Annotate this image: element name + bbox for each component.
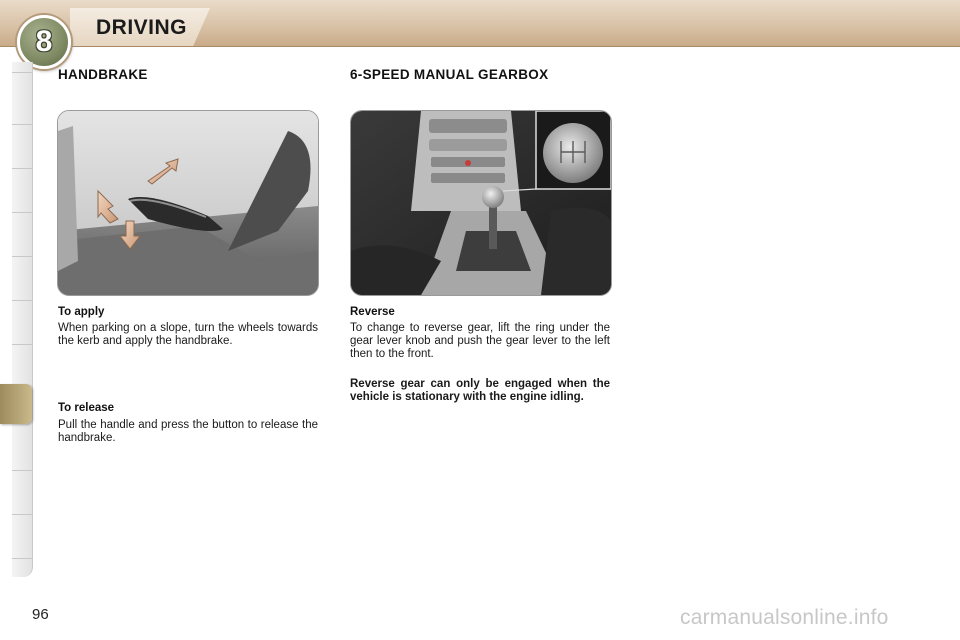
chapter-tab[interactable] bbox=[12, 300, 32, 301]
release-title: To release bbox=[58, 402, 115, 414]
handbrake-heading: HANDBRAKE bbox=[58, 67, 148, 82]
chapter-title: DRIVING bbox=[96, 16, 188, 39]
chapter-tab-active[interactable] bbox=[0, 384, 32, 424]
handbrake-photo bbox=[57, 110, 319, 296]
gearbox-heading: 6-SPEED MANUAL GEARBOX bbox=[350, 67, 549, 82]
chapter-tab[interactable] bbox=[12, 344, 32, 345]
chapter-number: 8 bbox=[35, 25, 53, 58]
apply-text: When parking on a slope, turn the wheels towards the kerb and apply the handbrake. bbox=[58, 322, 318, 347]
chapter-tab[interactable] bbox=[12, 72, 32, 73]
reverse-text: To change to reverse gear, lift the ring under the gear lever knob and push the gear lever to the left then to the front. bbox=[350, 322, 610, 360]
reverse-warning: Reverse gear can only be engaged when the vehicle is stationary with the engine idling. bbox=[350, 378, 610, 403]
chapter-badge bbox=[17, 15, 71, 69]
apply-title: To apply bbox=[58, 306, 105, 318]
reverse-title: Reverse bbox=[350, 306, 395, 318]
chapter-tab[interactable] bbox=[12, 470, 32, 471]
gearbox-photo bbox=[350, 110, 612, 296]
chapter-tab[interactable] bbox=[12, 212, 32, 213]
page-number: 96 bbox=[32, 606, 49, 623]
chapter-tab[interactable] bbox=[12, 558, 32, 559]
release-text: Pull the handle and press the button to release the handbrake. bbox=[58, 419, 318, 444]
chapter-tab[interactable] bbox=[12, 168, 32, 169]
chapter-tab[interactable] bbox=[12, 124, 32, 125]
chapter-tab[interactable] bbox=[12, 256, 32, 257]
sidebar-strip bbox=[12, 62, 33, 577]
watermark: carmanualsonline.info bbox=[680, 606, 889, 629]
chapter-tab[interactable] bbox=[12, 514, 32, 515]
chapter-tabs-sidebar bbox=[0, 62, 34, 577]
